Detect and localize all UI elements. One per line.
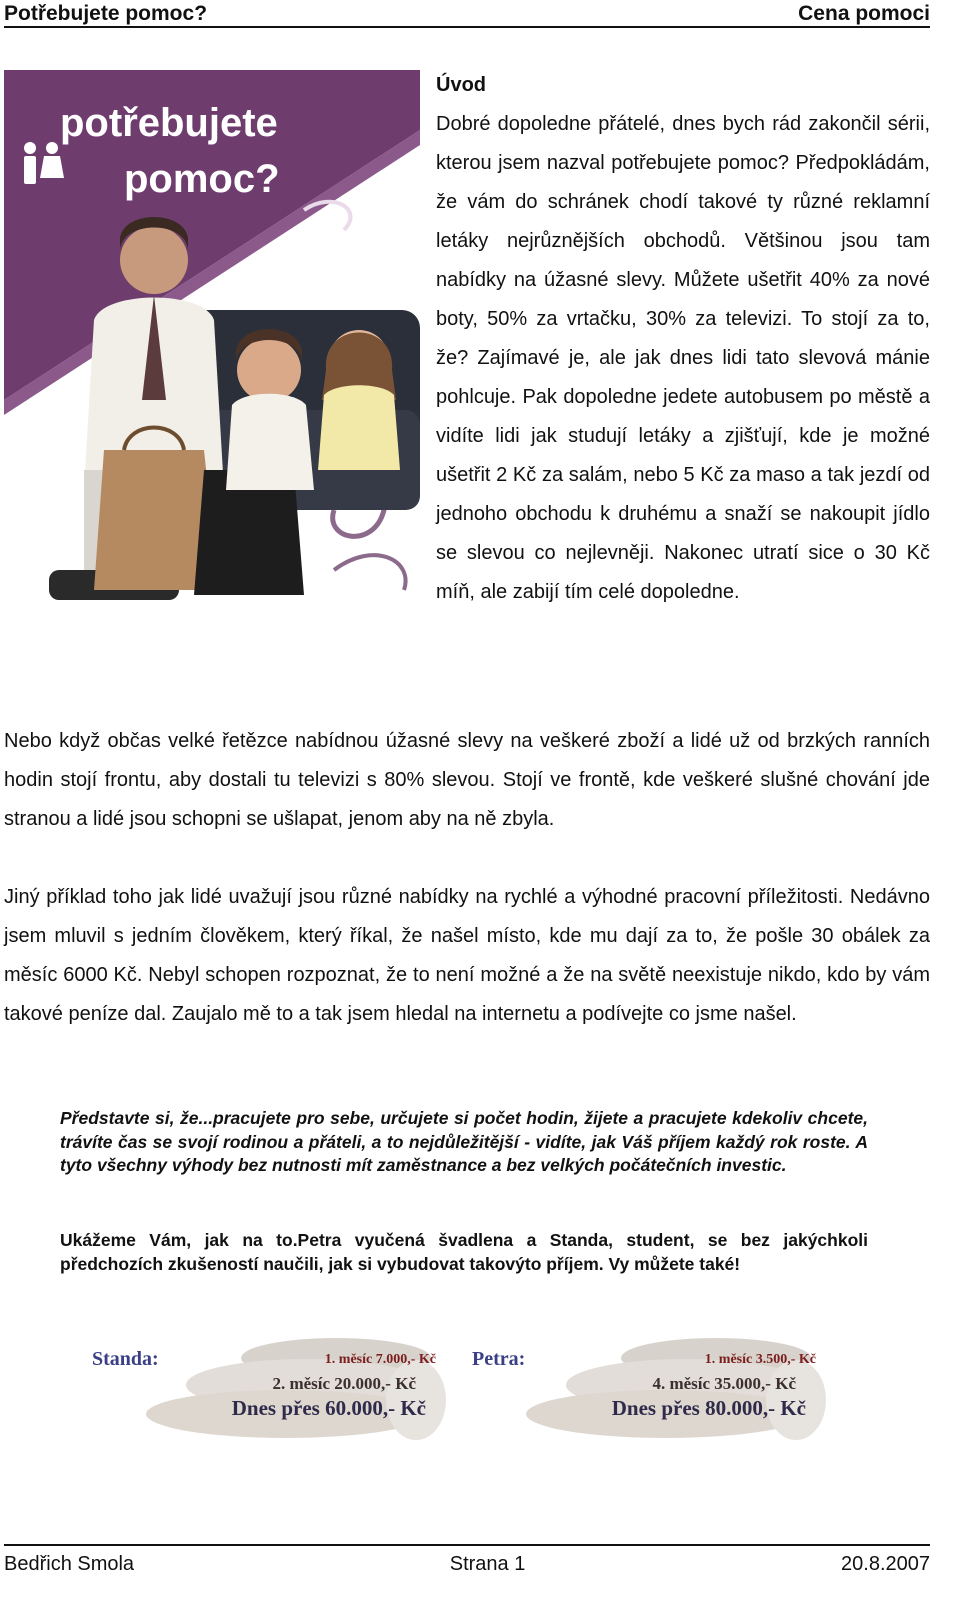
intro-text: Dobré dopoledne přátelé, dnes bych rád zakončil sérii, kterou jsem nazval potřebujete pomoc? Předpokládám, že vám do schránek chodí takové ty různé reklamní letáky nejrůznějších obchodů. Většinou jsou tam nabídky na úžasné slevy. Můžete ušetřit 40% za nové boty, 50% za vrtačku, 30% za televizi. To stojí za to, že? Zajímavé je, ale jak dnes lidi tato slevová mánie pohlcuje. Pak dopoledne jedete autobusem po městě a vidíte lidi jak studují letáky a zjišťují, kde je možné ušetřit 2 Kč za salám, nebo 5 Kč za maso a tak jezdí od jednoho obchodu k druhému a snaží se nakoupit jídlo se slevou co nejlevněji. Nakonec utratí sice o 30 Kč míň, ale zabijí tím celé dopoledne. <box>436 113 930 603</box>
banner-line2: 4. měsíc 35.000,- Kč <box>652 1374 796 1393</box>
page-header <box>4 0 930 28</box>
photo-caption-line2: pomoc? <box>124 157 280 201</box>
paragraph-sales: Nebo když občas velké řetězce nabídnou úžasné slevy na veškeré zboží a lidé už od brzkých ranních hodin stojí frontu, aby dostali tu televizi s 80% slevou. Stojí ve frontě, kde veškeré slušné chování jde stranou a lidé jsou schopni se ušlapat, jenom aby na ně zbyla. <box>4 730 930 830</box>
offer-italic-text: Představte si, že...pracujete pro sebe, určujete si počet hodin, žijete a pracujete kdekoliv chcete, trávíte čas se svojí rodinou a přáteli, a to nejdůležitější - vidíte, jak Váš příjem každý rok roste. A tyto všechny výhody bez nutnosti mít zaměstnance a bez velkých počátečních investic. <box>60 1108 868 1175</box>
paragraph-job-offer: Jiný příklad toho jak lidé uvažují jsou různé nabídky na rychlé a výhodné pracovní příležitosti. Nedávno jsem mluvil s jedním člověkem, který říkal, že našel místo, kde mu dají za to, že pošle 30 obálek za měsíc 6000 Kč. Nebyl schopen rozpoznat, že to není možné a že na světě neexistuje nikdo, kdo by vám takové peníze dal. Zaujalo mě to a tak jsem hledal na internetu a podívejte co jsme našel. <box>4 886 930 1025</box>
photo-illustration <box>4 70 420 622</box>
banner-name: Petra: <box>472 1348 526 1370</box>
intro-heading: Úvod <box>436 74 486 96</box>
banner-name: Standa: <box>92 1348 159 1370</box>
photo-caption-line1: potřebujete <box>60 101 278 145</box>
footer-page-number: Strana 1 <box>449 1553 526 1575</box>
banner-line3: Dnes přes 80.000,- Kč <box>611 1396 806 1420</box>
banner-line3: Dnes přes 60.000,- Kč <box>231 1396 426 1420</box>
footer-author: Bedřich Smola <box>4 1553 135 1575</box>
income-banner-standa <box>86 1330 456 1440</box>
header-title: Potřebujete pomoc? <box>4 2 208 25</box>
income-banner-petra <box>466 1330 836 1440</box>
footer-date: 20.8.2007 <box>841 1553 930 1575</box>
intro-section <box>4 70 930 626</box>
banner-line2: 2. měsíc 20.000,- Kč <box>272 1374 416 1393</box>
header-section: Cena pomoci <box>798 2 930 25</box>
illustration-photo <box>4 70 420 622</box>
page-footer <box>4 1544 930 1576</box>
banner-line1: 1. měsíc 7.000,- Kč <box>324 1352 436 1367</box>
offer-plain-text: Ukážeme Vám, jak na to.Petra vyučená švadlena a Standa, student, se bez jakýchkoli předchozích zkušeností naučili, jak si vybudovat takovýto příjem. Vy můžete také! <box>60 1230 868 1274</box>
banner-line1: 1. měsíc 3.500,- Kč <box>704 1352 816 1367</box>
